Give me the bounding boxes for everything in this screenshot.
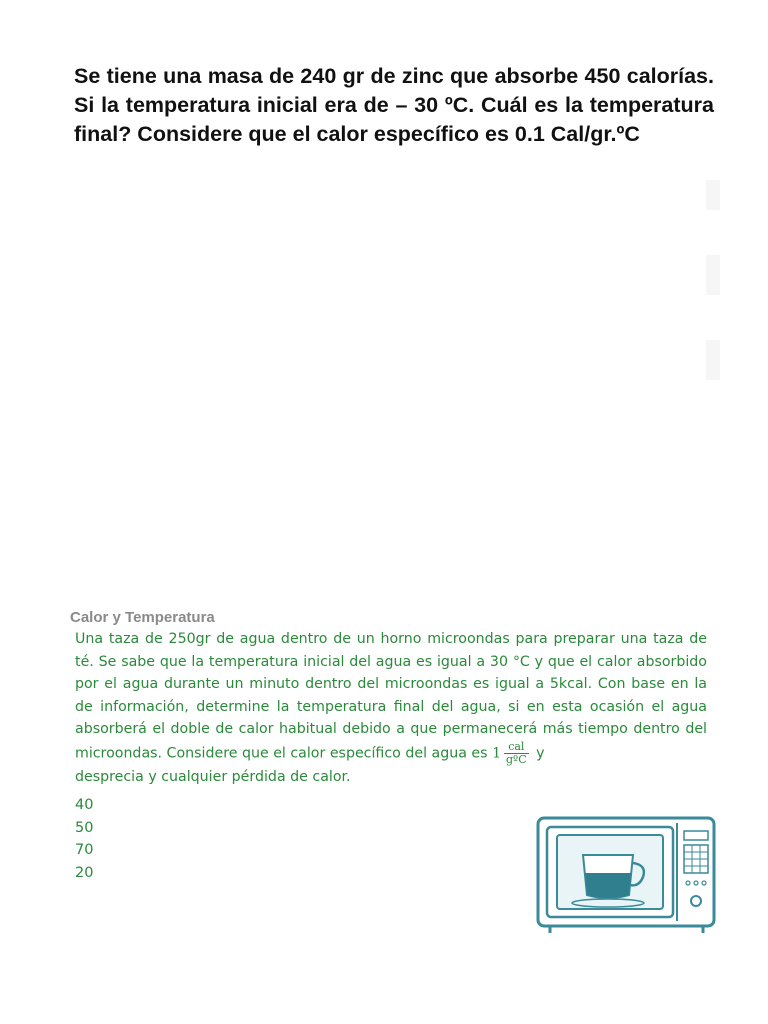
answer-option[interactable]: 40 bbox=[75, 797, 94, 813]
answer-options bbox=[75, 794, 93, 884]
scan-shadow bbox=[706, 340, 720, 380]
answer-option[interactable]: 50 bbox=[75, 819, 94, 836]
answer-option[interactable]: 20 bbox=[75, 864, 94, 881]
fraction-numerator: cal bbox=[504, 741, 529, 754]
formula-value: 1 bbox=[492, 745, 501, 761]
specific-heat-fraction bbox=[504, 741, 529, 766]
scan-shadow bbox=[706, 255, 720, 295]
problem-after-formula: y bbox=[536, 745, 545, 761]
question-1-text: Se tiene una masa de 240 gr de zinc que absorbe 450 calorías. Si la temperatura inicial era de – 30 ºC. Cuál es la temperatura final? Considere que el calor específico es 0.1 Cal/gr.ºC bbox=[74, 64, 714, 146]
fraction-denominator: gºC bbox=[506, 752, 527, 766]
problem-body: Una taza de 250gr de agua dentro de un horno microondas para preparar una taza de té. Se sabe que la temperatura inicial del agua es igual a 30 °C y que el calor absorbido por el agua durante un minuto dentro del microondas es igual a 5kcal. Con base en la de información, determine la temperatura final del agua, si en esta ocasión el agua absorberá el doble de calor habitual debido a que permanecerá más tiempo dentro del microondas. Considere que el calor específico del agua es bbox=[75, 631, 707, 761]
answer-option[interactable]: 70 bbox=[75, 842, 94, 858]
scan-shadow bbox=[706, 180, 720, 210]
section-title: Calor y Temperatura bbox=[70, 609, 215, 626]
problem-text bbox=[75, 628, 707, 788]
problem-last-line: desprecia y cualquier pérdida de calor. bbox=[75, 768, 351, 785]
microwave-with-cup-icon bbox=[535, 815, 720, 940]
